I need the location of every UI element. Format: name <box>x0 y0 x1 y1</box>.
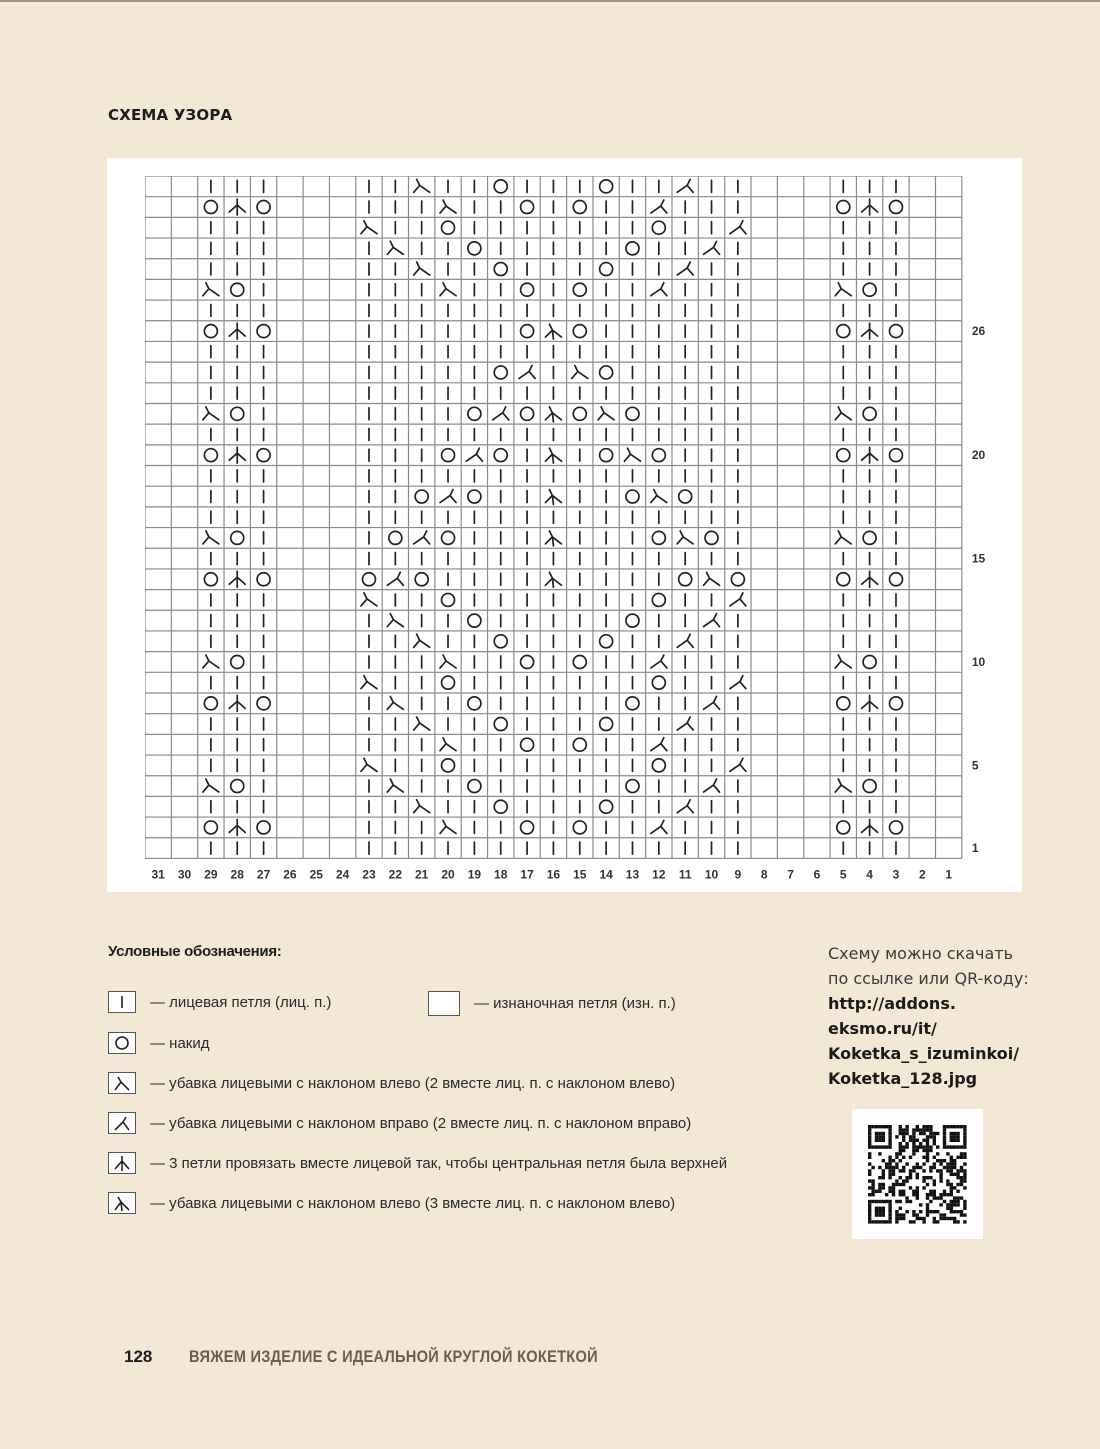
k2tog-left-stitch <box>440 655 456 668</box>
central-3-dec-stitch <box>862 819 878 835</box>
yarn-over-stitch <box>494 635 507 648</box>
k2tog-right-stitch <box>651 820 667 833</box>
yarn-over-stitch <box>521 738 534 751</box>
k2tog-right-stitch <box>704 779 720 792</box>
yarn-over-stitch <box>863 655 876 668</box>
yarn-over-stitch <box>837 697 850 710</box>
k2tog-left-stitch <box>572 365 588 378</box>
yarn-over-stitch <box>837 449 850 462</box>
yarn-over-stitch <box>204 697 217 710</box>
k2tog-left-stitch <box>835 655 851 668</box>
k2tog-left-stitch <box>835 779 851 792</box>
k2tog-right-stitch <box>730 676 746 689</box>
yarn-over-stitch <box>600 718 613 731</box>
yarn-over-stitch <box>626 614 639 627</box>
k3tog-left-stitch <box>545 324 561 339</box>
yarn-over-stitch <box>600 366 613 379</box>
legend-text: — убавка лицевыми с наклоном влево (3 вместе лиц. п. с наклоном влево) <box>150 1194 676 1212</box>
download-note <box>828 941 1038 1091</box>
yarn-over-stitch <box>652 759 665 772</box>
yarn-over-stitch <box>442 676 455 689</box>
central-3-dec-stitch <box>229 323 245 339</box>
yarn-over-stitch <box>889 201 902 214</box>
central-3-dec-stitch <box>229 199 245 215</box>
yarn-over-stitch <box>863 283 876 296</box>
yarn-over-icon <box>108 1032 136 1054</box>
column-label: 18 <box>494 867 508 882</box>
k2tog-left-stitch <box>361 758 377 771</box>
column-label: 17 <box>520 867 534 882</box>
central-3-dec-stitch <box>862 695 878 711</box>
k2tog-right-stitch <box>730 758 746 771</box>
yarn-over-stitch <box>468 697 481 710</box>
column-label: 19 <box>467 867 482 882</box>
knitting-chart <box>145 176 1025 886</box>
column-label: 11 <box>678 867 692 882</box>
column-label: 10 <box>704 867 719 882</box>
k3tog-left-icon <box>108 1192 136 1214</box>
k2tog-left-stitch <box>203 407 219 420</box>
yarn-over-stitch <box>231 531 244 544</box>
k3tog-left-stitch <box>545 531 561 546</box>
k2tog-left-stitch <box>203 655 219 668</box>
yarn-over-stitch <box>573 821 586 834</box>
row-label: 15 <box>971 551 986 566</box>
k2tog-right-stitch <box>677 634 693 647</box>
yarn-over-stitch <box>679 573 692 586</box>
yarn-over-stitch <box>257 821 270 834</box>
central-3-dec-stitch <box>862 199 878 215</box>
yarn-over-stitch <box>573 738 586 751</box>
yarn-over-stitch <box>468 490 481 503</box>
central-3-dec-stitch <box>862 447 878 463</box>
k3tog-left-stitch <box>545 572 561 587</box>
yarn-over-stitch <box>626 490 639 503</box>
yarn-over-stitch <box>231 407 244 420</box>
column-label: 14 <box>599 867 613 882</box>
yarn-over-stitch <box>204 821 217 834</box>
column-label: 16 <box>546 867 561 882</box>
k2tog-left-stitch <box>387 779 403 792</box>
knitting-chart-panel <box>107 158 1022 892</box>
k2tog-right-stitch <box>387 572 403 585</box>
yarn-over-stitch <box>494 366 507 379</box>
column-label: 30 <box>177 867 192 882</box>
row-label: 20 <box>971 448 986 463</box>
legend-text: — изнаночная петля (изн. п.) <box>474 995 676 1012</box>
yarn-over-stitch <box>442 531 455 544</box>
central-3-dec-icon <box>108 1152 136 1174</box>
column-label: 5 <box>839 867 847 882</box>
yarn-over-stitch <box>257 201 270 214</box>
yarn-over-stitch <box>863 531 876 544</box>
yarn-over-stitch <box>731 573 744 586</box>
legend-item-k2tog-left <box>108 1072 675 1094</box>
yarn-over-stitch <box>521 283 534 296</box>
yarn-over-stitch <box>837 821 850 834</box>
central-3-dec-stitch <box>862 571 878 587</box>
yarn-over-stitch <box>679 490 692 503</box>
k2tog-left-stitch <box>203 779 219 792</box>
k2tog-left-stitch <box>414 634 430 647</box>
k2tog-left-stitch <box>704 572 720 585</box>
yarn-over-stitch <box>863 407 876 420</box>
yarn-over-stitch <box>705 531 718 544</box>
column-label: 7 <box>787 867 794 882</box>
k2tog-right-icon <box>108 1112 136 1134</box>
yarn-over-stitch <box>494 718 507 731</box>
k2tog-left-stitch <box>414 262 430 275</box>
yarn-over-stitch <box>468 614 481 627</box>
legend-item-k3tog-left <box>108 1192 675 1214</box>
k2tog-left-stitch <box>440 283 456 296</box>
k2tog-right-stitch <box>704 614 720 627</box>
yarn-over-stitch <box>652 449 665 462</box>
yarn-over-stitch <box>494 449 507 462</box>
page-number: 128 <box>124 1347 153 1366</box>
qr-code-icon <box>852 1109 983 1239</box>
yarn-over-stitch <box>573 283 586 296</box>
yarn-over-stitch <box>494 180 507 193</box>
k2tog-right-stitch <box>493 407 509 420</box>
yarn-over-stitch <box>837 573 850 586</box>
yarn-over-stitch <box>837 325 850 338</box>
column-label: 3 <box>892 867 900 882</box>
yarn-over-stitch <box>204 573 217 586</box>
k2tog-left-stitch <box>651 490 667 503</box>
central-3-dec-stitch <box>229 695 245 711</box>
yarn-over-stitch <box>600 449 613 462</box>
legend-text: — накид <box>150 1034 210 1052</box>
yarn-over-stitch <box>442 759 455 772</box>
k2tog-right-stitch <box>677 717 693 730</box>
legend-text: — 3 петли провязать вместе лицевой так, чтобы центральная петля была верхней <box>150 1154 728 1172</box>
k2tog-right-stitch <box>651 738 667 751</box>
k2tog-right-stitch <box>466 448 482 461</box>
k2tog-left-stitch <box>440 820 456 833</box>
yarn-over-stitch <box>442 221 455 234</box>
legend-text: — убавка лицевыми с наклоном вправо (2 вместе лиц. п. с наклоном вправо) <box>150 1114 692 1132</box>
column-label: 8 <box>760 867 768 882</box>
k2tog-left-stitch <box>361 676 377 689</box>
column-label: 9 <box>734 867 742 882</box>
column-label: 28 <box>230 867 244 882</box>
yarn-over-stitch <box>521 201 534 214</box>
yarn-over-stitch <box>204 325 217 338</box>
k3tog-left-stitch <box>545 448 561 463</box>
column-label: 27 <box>256 867 271 882</box>
central-3-dec-stitch <box>229 447 245 463</box>
legend-item-purl <box>428 991 676 1016</box>
yarn-over-stitch <box>442 593 455 606</box>
k2tog-left-stitch <box>361 221 377 234</box>
column-label: 2 <box>918 867 926 882</box>
yarn-over-stitch <box>442 449 455 462</box>
legend-text: — убавка лицевыми с наклоном влево (2 вместе лиц. п. с наклоном влево) <box>150 1074 676 1092</box>
column-label: 4 <box>866 867 873 882</box>
k2tog-left-stitch <box>677 531 693 544</box>
yarn-over-stitch <box>600 800 613 813</box>
yarn-over-stitch <box>652 221 665 234</box>
column-label: 29 <box>204 867 218 882</box>
yarn-over-stitch <box>600 263 613 276</box>
k2tog-left-stitch <box>440 200 456 213</box>
row-label: 1 <box>971 841 979 856</box>
column-label: 25 <box>309 867 323 882</box>
download-url-line2[interactable]: eksmo.ru/it/ <box>828 1019 937 1038</box>
yarn-over-stitch <box>494 263 507 276</box>
k2tog-right-stitch <box>440 490 456 503</box>
yarn-over-stitch <box>889 821 902 834</box>
yarn-over-stitch <box>415 490 428 503</box>
row-label: 5 <box>971 758 979 773</box>
yarn-over-stitch <box>837 201 850 214</box>
k2tog-left-stitch <box>624 448 640 461</box>
yarn-over-stitch <box>257 573 270 586</box>
column-label: 12 <box>652 867 666 882</box>
yarn-over-stitch <box>889 697 902 710</box>
yarn-over-stitch <box>257 697 270 710</box>
legend-item-yarn-over <box>108 1032 210 1054</box>
download-url-line4[interactable]: Koketka_128.jpg <box>828 1069 978 1088</box>
column-label: 24 <box>335 867 350 882</box>
yarn-over-stitch <box>521 821 534 834</box>
k2tog-right-stitch <box>730 593 746 606</box>
k2tog-right-stitch <box>704 696 720 709</box>
yarn-over-stitch <box>468 242 481 255</box>
row-label: 10 <box>971 654 986 669</box>
yarn-over-stitch <box>626 697 639 710</box>
download-note-text: Схему можно скачать по ссылке или QR-коду: <box>828 944 1029 988</box>
purl-icon <box>428 991 460 1016</box>
legend-text: — лицевая петля (лиц. п.) <box>150 993 332 1011</box>
yarn-over-stitch <box>231 655 244 668</box>
yarn-over-stitch <box>204 201 217 214</box>
column-label: 1 <box>945 867 953 882</box>
yarn-over-stitch <box>652 676 665 689</box>
yarn-over-stitch <box>389 531 402 544</box>
central-3-dec-stitch <box>229 819 245 835</box>
yarn-over-stitch <box>626 780 639 793</box>
yarn-over-stitch <box>468 407 481 420</box>
yarn-over-stitch <box>231 283 244 296</box>
download-url-line1[interactable]: http://addons. <box>828 994 956 1013</box>
k2tog-right-stitch <box>651 655 667 668</box>
legend-item-k2tog-right <box>108 1112 691 1134</box>
central-3-dec-stitch <box>229 571 245 587</box>
k2tog-right-stitch <box>677 800 693 813</box>
yarn-over-stitch <box>231 780 244 793</box>
k2tog-right-stitch <box>519 365 535 378</box>
k2tog-right-stitch <box>677 179 693 192</box>
yarn-over-stitch <box>494 800 507 813</box>
page-top-border <box>0 0 1100 2</box>
k2tog-left-stitch <box>835 407 851 420</box>
yarn-over-stitch <box>521 655 534 668</box>
yarn-over-stitch <box>257 325 270 338</box>
k2tog-left-stitch <box>387 614 403 627</box>
yarn-over-stitch <box>626 407 639 420</box>
yarn-over-stitch <box>863 780 876 793</box>
yarn-over-stitch <box>889 449 902 462</box>
k2tog-left-stitch <box>414 717 430 730</box>
yarn-over-stitch <box>573 655 586 668</box>
yarn-over-stitch <box>573 325 586 338</box>
yarn-over-stitch <box>468 780 481 793</box>
yarn-over-stitch <box>600 635 613 648</box>
qr-code[interactable] <box>852 1109 983 1239</box>
k2tog-right-stitch <box>677 262 693 275</box>
k2tog-right-stitch <box>651 200 667 213</box>
k2tog-left-stitch <box>440 738 456 751</box>
yarn-over-stitch <box>889 325 902 338</box>
section-title: СХЕМА УЗОРА <box>108 106 233 124</box>
k2tog-left-icon <box>108 1072 136 1094</box>
yarn-over-stitch <box>362 573 375 586</box>
yarn-over-stitch <box>652 531 665 544</box>
yarn-over-stitch <box>257 449 270 462</box>
column-label: 31 <box>151 867 165 882</box>
knit-icon <box>108 991 136 1013</box>
yarn-over-stitch <box>600 180 613 193</box>
column-label: 23 <box>362 867 376 882</box>
row-label: 26 <box>971 324 986 339</box>
central-3-dec-stitch <box>862 323 878 339</box>
k2tog-left-stitch <box>387 241 403 254</box>
running-title: ВЯЖЕМ ИЗДЕЛИЕ С ИДЕАЛЬНОЙ КРУГЛОЙ КОКЕТКОЙ <box>189 1347 598 1366</box>
column-label: 20 <box>441 867 455 882</box>
yarn-over-stitch <box>521 325 534 338</box>
yarn-over-stitch <box>573 201 586 214</box>
yarn-over-stitch <box>415 573 428 586</box>
k2tog-left-stitch <box>387 696 403 709</box>
download-url-line3[interactable]: Koketka_s_izuminkoi/ <box>828 1044 1020 1063</box>
k2tog-left-stitch <box>835 283 851 296</box>
yarn-over-stitch <box>521 407 534 420</box>
k2tog-left-stitch <box>361 593 377 606</box>
k2tog-left-stitch <box>598 407 614 420</box>
column-label: 21 <box>414 867 429 882</box>
k2tog-left-stitch <box>203 283 219 296</box>
k2tog-right-stitch <box>704 241 720 254</box>
yarn-over-stitch <box>204 449 217 462</box>
k3tog-left-stitch <box>545 407 561 422</box>
k2tog-right-stitch <box>730 221 746 234</box>
k2tog-left-stitch <box>203 531 219 544</box>
column-label: 26 <box>283 867 297 882</box>
yarn-over-stitch <box>889 573 902 586</box>
legend-title: Условные обозначения: <box>108 943 282 960</box>
k3tog-left-stitch <box>545 490 561 505</box>
column-label: 22 <box>388 867 403 882</box>
k2tog-left-stitch <box>835 531 851 544</box>
k2tog-left-stitch <box>414 179 430 192</box>
column-label: 13 <box>625 867 640 882</box>
legend-item-central-3-dec <box>108 1152 727 1174</box>
yarn-over-stitch <box>573 407 586 420</box>
column-label: 15 <box>573 867 587 882</box>
column-label: 6 <box>813 867 821 882</box>
yarn-over-stitch <box>652 593 665 606</box>
legend-item-knit <box>108 991 331 1013</box>
yarn-over-stitch <box>626 242 639 255</box>
k2tog-left-stitch <box>414 800 430 813</box>
k2tog-right-stitch <box>651 283 667 296</box>
k2tog-right-stitch <box>414 531 430 544</box>
